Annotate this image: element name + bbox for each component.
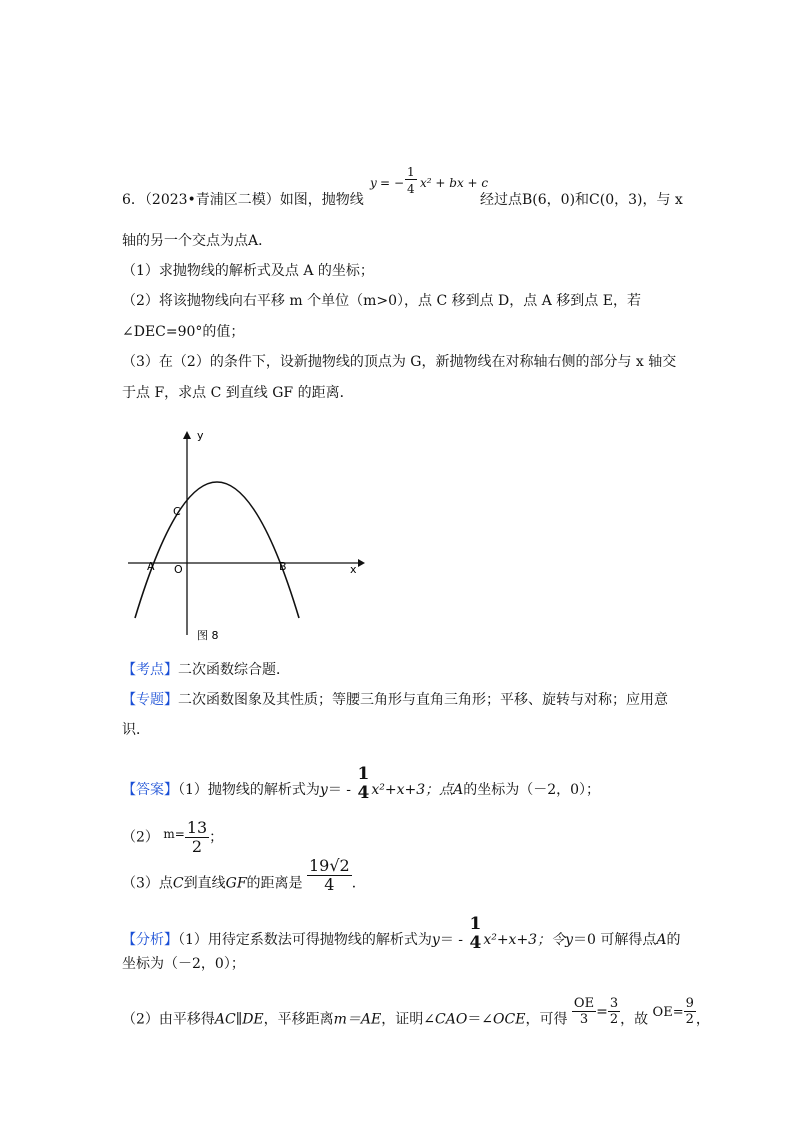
answer-1-num: 1 xyxy=(357,764,370,784)
answer-1-y: y xyxy=(319,782,328,798)
answer-1-den: 4 xyxy=(357,783,370,803)
formula-num: 1 xyxy=(407,165,415,179)
analysis-1-eq: ＝ - xyxy=(439,932,464,948)
formula-rest: x² + bx + c xyxy=(420,176,489,190)
formula-fraction xyxy=(405,166,417,195)
analysis-2-prefix: （2）由平移得 xyxy=(122,1011,215,1028)
answer-3-gf: GF xyxy=(225,875,247,892)
zhuanti-tag: 【专题】 xyxy=(122,692,178,708)
answer-line-2 xyxy=(122,820,223,855)
analysis-line-1 xyxy=(122,914,681,958)
analysis-2-frac2-den: 2 xyxy=(609,1012,619,1027)
parabola-curve xyxy=(135,482,299,618)
analysis-2-frac3-num: 9 xyxy=(685,996,694,1011)
formula-minus: − xyxy=(394,176,405,190)
answer-1-fraction xyxy=(355,766,371,802)
answer-3-num: 19√2 xyxy=(309,856,350,875)
answer-1-a: A xyxy=(453,782,464,798)
analysis-line-2: 坐标为（－2，0）； xyxy=(122,956,245,972)
analysis-tag: 【分析】 xyxy=(122,932,178,948)
problem-intro: 6．（2023•青浦区二模）如图，抛物线 xyxy=(122,192,364,208)
analysis-2-eq: ＝∠ xyxy=(467,1011,494,1028)
analysis-2-mid3: ，可得 xyxy=(525,1011,568,1028)
answer-1-prefix: （1）抛物线的解析式为 xyxy=(178,782,320,798)
answer-line-3 xyxy=(122,856,366,901)
analysis-2-m: m＝AE xyxy=(333,1011,382,1028)
answer-2-fraction xyxy=(185,820,209,855)
formula-eq: = xyxy=(380,176,391,190)
origin-label: O xyxy=(174,563,183,576)
problem-line-1b xyxy=(480,190,683,210)
analysis-1-end: 的 xyxy=(666,932,681,948)
parabola-formula xyxy=(370,165,490,210)
kaodian-tag: 【考点】 xyxy=(122,662,178,678)
answer-1-eq: ＝ - xyxy=(327,782,352,798)
analysis-2-frac2-num: 3 xyxy=(609,996,619,1011)
y-axis-arrow xyxy=(183,431,191,439)
answer-2-suffix: ； xyxy=(209,829,224,846)
x-axis-arrow xyxy=(358,559,365,567)
parabola-figure xyxy=(125,425,365,655)
y-axis-label: y xyxy=(197,429,204,442)
figure-caption: 图 8 xyxy=(197,629,219,642)
analysis-2-mid: ，平移距离 xyxy=(263,1011,334,1028)
analysis-1-rest2: ＝0 可解得点 xyxy=(573,932,657,948)
question-2a: （2）将该抛物线向右平移 m 个单位（m>0），点 C 移到点 D，点 A 移到点 E，若 xyxy=(122,293,641,309)
analysis-2-end: ， xyxy=(695,1011,710,1028)
formula-den: 4 xyxy=(407,182,415,196)
analysis-2-eq2: = xyxy=(596,1003,608,1020)
analysis-line-3 xyxy=(122,996,710,1034)
question-3b: 于点 F，求点 C 到直线 GF 的距离． xyxy=(122,385,354,401)
answer-3-den: 4 xyxy=(324,875,335,894)
analysis-2-frac1-den: 3 xyxy=(579,1012,589,1027)
formula-y: y xyxy=(370,176,377,190)
analysis-1-fraction xyxy=(467,916,483,952)
zhuanti-line xyxy=(122,690,668,710)
kaodian-text: 二次函数综合题． xyxy=(178,662,290,678)
analysis-1-y2: y xyxy=(565,932,574,948)
problem-line-2: 轴的另一个交点为点A． xyxy=(122,233,273,249)
analysis-2-mid4: ，故 xyxy=(620,1011,649,1028)
answer-2-num: 13 xyxy=(186,818,208,837)
analysis-1-rest: x²+x+3；令 xyxy=(483,932,566,948)
analysis-2-mid2: ，证明∠ xyxy=(381,1011,435,1028)
answer-tag: 【答案】 xyxy=(122,782,178,798)
analysis-2-oe: OE= xyxy=(652,1004,684,1020)
analysis-1-a: A xyxy=(656,932,667,948)
x-axis-label: x xyxy=(350,563,357,576)
analysis-2-frac2 xyxy=(608,997,620,1026)
analysis-2-frac1 xyxy=(572,997,596,1026)
answer-1-rest: x²+x+3；点 xyxy=(371,782,454,798)
answer-3-c: C xyxy=(172,875,184,892)
analysis-1-prefix: （1）用待定系数法可得抛物线的解析式为 xyxy=(178,932,432,948)
analysis-2-frac3-den: 2 xyxy=(685,1012,694,1027)
answer-3-prefix: （3）点 xyxy=(122,875,173,892)
analysis-2-frac1-num: OE xyxy=(573,996,595,1011)
zhuanti-text: 二次函数图象及其性质；等腰三角形与直角三角形；平移、旋转与对称；应用意 xyxy=(178,692,668,708)
answer-3-mid2: 的距离是 xyxy=(246,875,303,892)
answer-2-prefix: （2） xyxy=(122,829,159,846)
point-b-label: B xyxy=(279,560,287,573)
analysis-2-cao: CAO xyxy=(435,1011,468,1028)
problem-points: 经过点B(6，0)和C(0，3)，与 x xyxy=(480,192,683,208)
analysis-1-y: y xyxy=(431,932,440,948)
answer-2-den: 2 xyxy=(191,837,203,856)
analysis-2-ac: AC∥DE xyxy=(214,1011,264,1028)
answer-3-fraction xyxy=(307,858,352,893)
analysis-1-num: 1 xyxy=(469,914,482,934)
analysis-2-oce: OCE xyxy=(493,1011,526,1028)
answer-3-mid: 到直线 xyxy=(183,875,226,892)
kaodian-line xyxy=(122,660,290,680)
question-2b: ∠DEC=90°的值； xyxy=(122,324,245,340)
answer-3-suffix: ． xyxy=(351,875,366,892)
question-1: （1）求抛物线的解析式及点 A 的坐标； xyxy=(122,263,374,279)
zhuanti-line-2: 识． xyxy=(122,722,150,738)
point-a-label: A xyxy=(147,560,155,573)
analysis-2-frac3 xyxy=(684,997,696,1026)
analysis-1-den: 4 xyxy=(469,933,482,953)
answer-2-m: m= xyxy=(163,826,185,841)
question-3a: （3）在（2）的条件下，设新抛物线的顶点为 G，新抛物线在对称轴右侧的部分与 x 轴交 xyxy=(122,354,677,370)
point-c-label: C xyxy=(173,505,181,518)
answer-1-coord: 的坐标为（－2，0）； xyxy=(463,782,601,798)
problem-line-1 xyxy=(122,190,364,210)
answer-line-1 xyxy=(122,764,601,808)
